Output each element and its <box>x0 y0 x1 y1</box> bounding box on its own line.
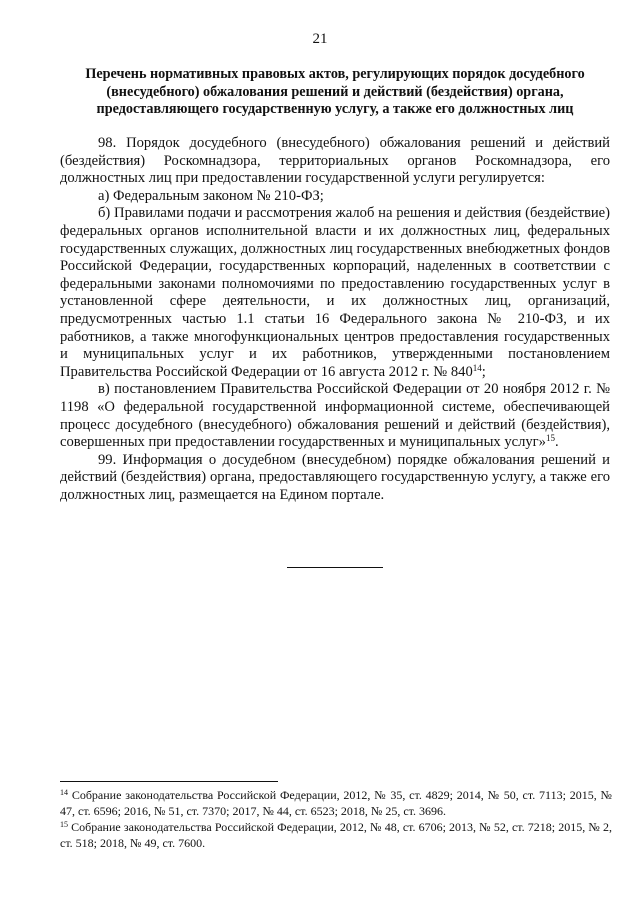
footnote-14-text: Собрание законодательства Российской Федерации, 2012, № 35, ст. 4829; 2014, № 50, ст. 7113; 2015, № 47, ст. 6596; 2016, № 51, ст. 7370; 2017, № 44, ст. 6523; 2018, № 25, ст. 3696. <box>60 788 612 818</box>
list-item-b-text: б) Правилами подачи и рассмотрения жалоб на решения и действия (бездействие) федеральных органов исполнительной власти и их должностных лиц, федеральных государственных служащих, должностных лиц государственных внебюджетных фондов Российской Федерации, государственных корпораций, наделенных в соответствии с федеральными законами полномочиями по предоставлению государственных услуг в установленной сфере деятельности, и их должностных лиц, организаций, предусмотренных частью 1.1 статьи 16 Федерального закона № 210-ФЗ, и их работников, а также многофункциональных центров предоставления государственных и муниципальных услуг и их работников, утвержденными постановлением Правительства Российской Федерации от 16 августа 2012 г. № 840 <box>60 205 610 380</box>
footnote-15 <box>60 819 612 851</box>
heading-line-3: предоставляющего государственную услугу, а также его должностных лиц <box>96 101 574 117</box>
footnote-rule <box>60 781 278 782</box>
heading-line-1: Перечень нормативных правовых актов, регулирующих порядок досудебного <box>85 66 585 82</box>
footnotes <box>60 787 612 851</box>
list-item-v <box>60 381 610 451</box>
footnote-ref-15[interactable]: 15 <box>545 433 555 444</box>
paragraph-98: 98. Порядок досудебного (внесудебного) обжалования решений и действий (бездействия) Роскомнадзора, территориальных органов Роскомнадзора, его должностных лиц при предоставлении государственной услуги регулируется: <box>60 135 610 187</box>
list-item-a: а) Федеральным законом № 210-ФЗ; <box>98 187 324 204</box>
section-separator <box>287 567 383 568</box>
footnote-ref-14[interactable]: 14 <box>472 362 482 373</box>
section-heading <box>60 66 610 119</box>
document-body <box>60 135 610 504</box>
list-item-v-tail: . <box>554 434 559 451</box>
footnote-marker-14: 14 <box>60 788 68 797</box>
footnote-marker-15: 15 <box>60 820 68 829</box>
footnote-15-text: Собрание законодательства Российской Федерации, 2012, № 48, ст. 6706; 2013, № 52, ст. 7218; 2015, № 2, ст. 518; 2018, № 49, ст. 7600. <box>60 820 612 850</box>
list-item-b <box>60 205 610 381</box>
footnote-14 <box>60 787 612 819</box>
paragraph-99: 99. Информация о досудебном (внесудебном) порядке обжалования решений и действий (бездействия) органа, предоставляющего государственную услугу, а также его должностных лиц, размещается на Едином портале. <box>60 451 610 503</box>
heading-line-2: (внесудебного) обжалования решений и действий (бездействия) органа, <box>106 83 564 100</box>
list-item-v-text: в) постановлением Правительства Российской Федерации от 20 ноября 2012 г. № 1198 «О федеральной государственной информационной системе, обеспечивающей процесс досудебного (внесудебного) обжалования решений и действий (бездействия), совершенных при предоставлении государственных и муниципальных услуг» <box>60 381 610 451</box>
page-number: 21 <box>312 31 328 47</box>
list-item-b-tail: ; <box>481 363 486 380</box>
